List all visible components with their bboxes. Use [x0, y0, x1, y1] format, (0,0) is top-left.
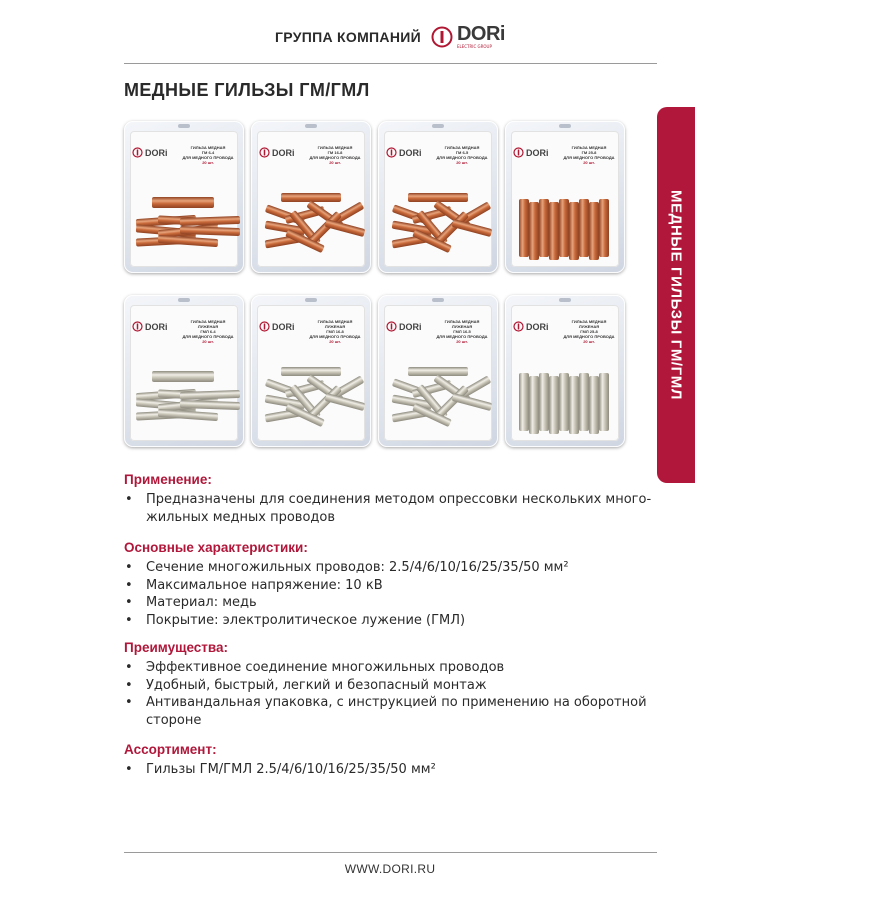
list-item: • Антивандальная упаковка, с инструкцией по применению на оборотной стороне	[124, 694, 654, 729]
sleeves-image	[251, 295, 371, 447]
sleeve-shape	[325, 393, 366, 411]
pack-purpose: ДЛЯ МЕДНОГО ПРОВОДА	[182, 334, 234, 339]
pack-name: ГИЛЬЗА МЕДНАЯ	[317, 145, 353, 150]
pack-code: ГМ 16-8	[327, 150, 343, 155]
sleeve-shape	[589, 202, 599, 260]
sleeve-shape	[529, 376, 539, 434]
sleeve-shape	[599, 373, 609, 431]
pack-qty: 20 шт.	[202, 339, 214, 344]
list-item: • Удобный, быстрый, легкий и безопасный монтаж	[124, 677, 654, 695]
pack-qty: 20 шт.	[583, 160, 595, 165]
pack-purpose: ДЛЯ МЕДНОГО ПРОВОДА	[563, 334, 615, 339]
pack-name: ГИЛЬЗА МЕДНАЯ	[571, 145, 607, 150]
sleeve-shape	[452, 219, 493, 237]
pack-logo-text: DORi	[526, 321, 549, 332]
sleeve-shape	[579, 373, 589, 431]
section-assortment	[124, 741, 654, 779]
sleeve-shape	[549, 202, 559, 260]
sleeves-image	[124, 121, 244, 273]
pack-code: ГМЛ 25-8	[580, 329, 598, 334]
pack-logo-text: DORi	[145, 321, 168, 332]
pack-logo-text: DORi	[272, 147, 295, 158]
sleeve-shape	[529, 202, 539, 260]
pack-name: ГИЛЬЗА МЕДНАЯ	[444, 145, 480, 150]
sleeve-shape	[325, 219, 366, 237]
sleeves-image	[251, 121, 371, 273]
pack-qty: 20 шт.	[456, 339, 468, 344]
logo-word: DORi	[456, 23, 505, 45]
product-pack	[251, 121, 371, 273]
product-pack	[505, 295, 625, 447]
side-section-tab	[657, 107, 695, 483]
product-pack	[124, 295, 244, 447]
pack-logo-text: DORi	[399, 321, 422, 332]
sleeves-image	[505, 121, 625, 273]
sleeve-shape	[519, 373, 529, 431]
pack-purpose: ДЛЯ МЕДНОГО ПРОВОДА	[309, 155, 361, 160]
product-pack	[378, 121, 498, 273]
section-application	[124, 471, 654, 526]
pack-purpose: ДЛЯ МЕДНОГО ПРОВОДА	[436, 334, 488, 339]
sleeves-image	[505, 295, 625, 447]
page-title: МЕДНЫЕ ГИЛЬЗЫ ГМ/ГМЛ	[124, 80, 370, 100]
sleeve-shape	[152, 371, 214, 382]
sleeve-shape	[599, 199, 609, 257]
pack-name: ГИЛЬЗА МЕДНАЯ ЛУЖЕНАЯ	[190, 319, 226, 329]
list-item: • Эффективное соединение многожильных проводов	[124, 659, 654, 677]
sleeve-shape	[589, 376, 599, 434]
sleeves-image	[124, 295, 244, 447]
company-group-label: ГРУППА КОМПАНИЙ	[275, 28, 421, 45]
pack-purpose: ДЛЯ МЕДНОГО ПРОВОДА	[309, 334, 361, 339]
sleeve-shape	[152, 197, 214, 208]
logo-tagline: ELECTRIC GROUP	[456, 44, 492, 49]
pack-code: ГМ 6-5	[455, 150, 469, 155]
section-advantages	[124, 639, 654, 729]
dori-logo	[431, 24, 505, 49]
pack-code: ГМЛ 16-8	[326, 329, 344, 334]
pack-code: ГМ 25-8	[581, 150, 597, 155]
sleeve-shape	[519, 199, 529, 257]
pack-code: ГМ 6-4	[201, 150, 215, 155]
list-item: • Гильзы ГМ/ГМЛ 2.5/4/6/10/16/25/35/50 мм²	[124, 761, 654, 779]
section-heading: Применение:	[124, 472, 212, 487]
sleeve-shape	[569, 202, 579, 260]
pack-code: ГМЛ 6-4	[200, 329, 216, 334]
pack-qty: 20 шт.	[202, 160, 214, 165]
website-link[interactable]: WWW.DORI.RU	[344, 862, 436, 876]
list-item: • Предназначены для соединения методом опрессовки нескольких много-жильных медных проводов	[124, 491, 654, 526]
pack-logo-text: DORi	[272, 321, 295, 332]
page-header	[0, 24, 780, 49]
sleeve-shape	[281, 193, 341, 202]
pack-name: ГИЛЬЗА МЕДНАЯ ЛУЖЕНАЯ	[571, 319, 607, 329]
dori-logo-icon	[431, 26, 453, 48]
sleeves-image	[378, 295, 498, 447]
product-pack	[124, 121, 244, 273]
pack-purpose: ДЛЯ МЕДНОГО ПРОВОДА	[182, 155, 234, 160]
pack-logo-text: DORi	[526, 147, 549, 158]
sleeve-shape	[452, 393, 493, 411]
product-pack	[251, 295, 371, 447]
sleeve-shape	[549, 376, 559, 434]
section-heading: Ассортимент:	[124, 742, 217, 757]
sleeve-shape	[579, 199, 589, 257]
sleeve-shape	[559, 373, 569, 431]
sleeve-shape	[539, 199, 549, 257]
pack-name: ГИЛЬЗА МЕДНАЯ ЛУЖЕНАЯ	[317, 319, 353, 329]
sleeve-shape	[408, 193, 468, 202]
list-item: • Максимальное напряжение: 10 кВ	[124, 577, 654, 595]
sleeves-image	[378, 121, 498, 273]
list-item: • Материал: медь	[124, 594, 654, 612]
section-characteristics	[124, 539, 654, 629]
sleeve-shape	[281, 367, 341, 376]
side-tab-label: МЕДНЫЕ ГИЛЬЗЫ ГМ/ГМЛ	[667, 189, 685, 401]
pack-qty: 20 шт.	[329, 339, 341, 344]
section-heading: Основные характеристики:	[124, 540, 308, 555]
product-pack	[378, 295, 498, 447]
list-item: • Покрытие: электролитическое лужение (ГМЛ)	[124, 612, 654, 630]
product-pack	[505, 121, 625, 273]
pack-name: ГИЛЬЗА МЕДНАЯ ЛУЖЕНАЯ	[444, 319, 480, 329]
pack-code: ГМЛ 16-5	[453, 329, 471, 334]
sleeve-shape	[569, 376, 579, 434]
footer-divider	[124, 852, 657, 853]
sleeve-shape	[539, 373, 549, 431]
section-heading: Преимущества:	[124, 640, 229, 655]
pack-logo-text: DORi	[399, 147, 422, 158]
product-gallery	[124, 121, 636, 447]
sleeve-shape	[408, 367, 468, 376]
pack-name: ГИЛЬЗА МЕДНАЯ	[190, 145, 226, 150]
header-divider	[124, 63, 657, 64]
pack-purpose: ДЛЯ МЕДНОГО ПРОВОДА	[436, 155, 488, 160]
pack-purpose: ДЛЯ МЕДНОГО ПРОВОДА	[563, 155, 615, 160]
pack-qty: 20 шт.	[329, 160, 341, 165]
list-item: • Сечение многожильных проводов: 2.5/4/6/10/16/25/35/50 мм²	[124, 559, 654, 577]
pack-qty: 20 шт.	[456, 160, 468, 165]
sleeve-shape	[559, 199, 569, 257]
pack-logo-text: DORi	[145, 147, 168, 158]
pack-qty: 20 шт.	[583, 339, 595, 344]
